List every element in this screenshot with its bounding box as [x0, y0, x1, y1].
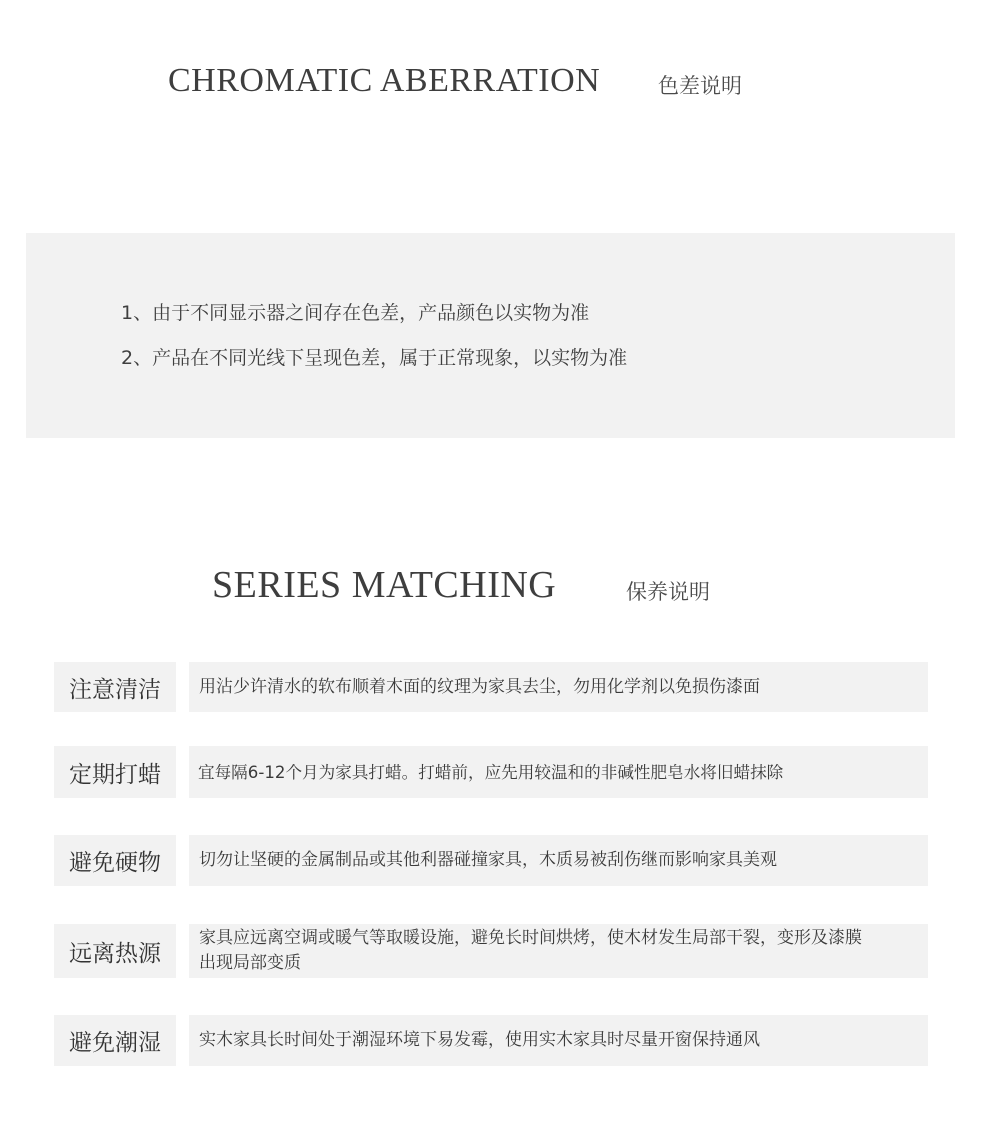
care-item-title: 远离热源: [54, 924, 176, 978]
care-item-desc-text: 家具应远离空调或暖气等取暖设施，避免长时间烘烤，使木材发生局部干裂，变形及漆膜出现局部变质: [199, 928, 862, 973]
care-item-desc-text: 切勿让坚硬的金属制品或其他利器碰撞家具，木质易被刮伤继而影响家具美观: [199, 850, 777, 870]
care-item-title: 避免潮湿: [54, 1015, 176, 1066]
care-item-title: 定期打蜡: [54, 746, 176, 798]
series-title-en: SERIES MATCHING: [212, 564, 557, 606]
care-item-desc-text: 用沾少许清水的软布顺着木面的纹理为家具去尘，勿用化学剂以免损伤漆面: [199, 676, 760, 697]
care-item-humidity: [54, 1015, 928, 1066]
care-item-desc: [189, 1015, 928, 1066]
chromatic-note-1: 1、由于不同显示器之间存在色差，产品颜色以实物为准: [121, 302, 590, 324]
chromatic-title-en: CHROMATIC ABERRATION: [168, 62, 601, 99]
care-item-cleaning: [54, 662, 928, 712]
chromatic-title-cn: 色差说明: [658, 74, 742, 98]
care-item-desc: [189, 746, 928, 798]
care-item-desc-text: 实木家具长时间处于潮湿环境下易发霉，使用实木家具时尽量开窗保持通风: [199, 1030, 760, 1050]
care-item-hard-objects: [54, 835, 928, 886]
care-item-desc-text: 宜每隔6-12个月为家具打蜡。打蜡前，应先用较温和的非碱性肥皂水将旧蜡抹除: [198, 762, 784, 782]
care-item-desc: [189, 924, 928, 978]
care-item-desc: [189, 835, 928, 886]
chromatic-notice-box: [26, 233, 955, 438]
chromatic-note-2: 2、产品在不同光线下呈现色差，属于正常现象，以实物为准: [121, 347, 628, 369]
care-item-title: 注意清洁: [54, 662, 176, 712]
care-item-heat-source: [54, 924, 928, 978]
care-item-desc: [189, 662, 928, 712]
series-title-cn: 保养说明: [626, 580, 710, 604]
care-item-title: 避免硬物: [54, 835, 176, 886]
care-item-waxing: [54, 746, 928, 798]
